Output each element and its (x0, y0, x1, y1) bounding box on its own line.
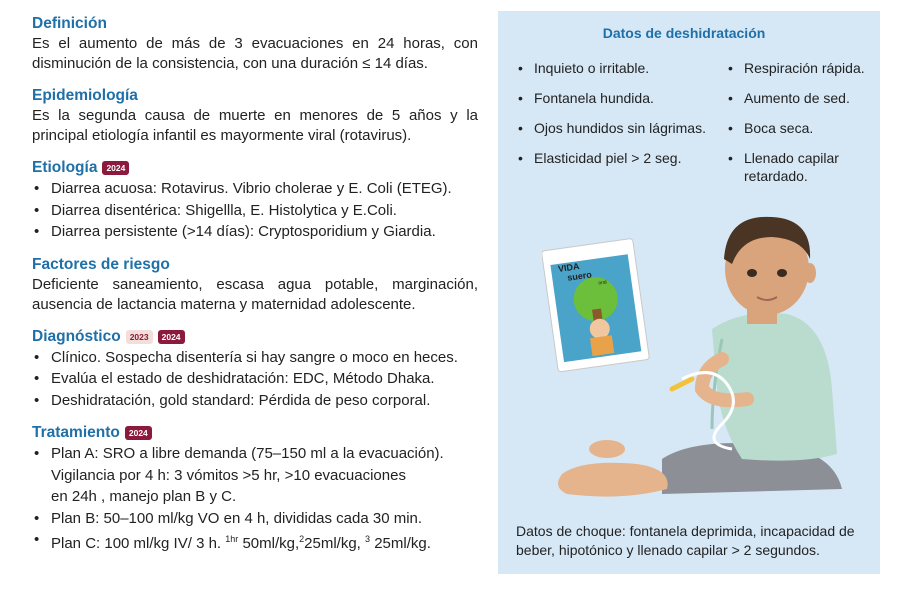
list-item: • Elasticidad piel > 2 seg. (516, 149, 726, 167)
list-item: • Clínico. Sospecha disentería si hay sangre o moco en heces. (32, 347, 478, 369)
svg-text:VIDA: VIDA (557, 261, 581, 274)
panel-title: Datos de deshidratación (602, 25, 766, 41)
tratamiento-list (32, 443, 478, 555)
list-item: • Inquieto o irritable. (516, 59, 726, 77)
list-item: • Aumento de sed. (726, 89, 876, 107)
list-item: • Llenado capilar retardado. (726, 149, 876, 185)
list-item: • Ojos hundidos sin lágrimas. (516, 119, 726, 137)
heading-tratamiento: Tratamiento 2024 (32, 423, 478, 443)
section-factores (32, 255, 478, 315)
heading-definicion: Definición (32, 15, 107, 32)
list-item: • Diarrea persistente (>14 días): Cryptosporidium y Giardia. (32, 221, 478, 243)
list-item: • Respiración rápida. (726, 59, 876, 77)
factores-text: Deficiente saneamiento, escasa agua potable, marginación, ausencia de lactancia materna y maternidad adolescente. (32, 275, 478, 313)
epidemiologia-text: Es la segunda causa de muerte en menores de 5 años y la principal etiología infantil es mayormente viral (rotavirus). (32, 107, 478, 144)
content-column (32, 14, 478, 567)
heading-factores: Factores de riesgo (32, 255, 170, 273)
heading-etiologia: Etiología 2024 (32, 158, 478, 178)
list-item: • Diarrea disentérica: Shigellla, E. Histolytica y E.Coli. (32, 200, 478, 222)
diagnostico-list (32, 347, 478, 412)
heading-epidemiologia: Epidemiología (32, 87, 138, 104)
svg-text:oral: oral (598, 279, 608, 287)
section-tratamiento (32, 423, 478, 555)
plan-c: • Plan C: 100 ml/kg IV/ 3 h. $^{1hr}$ 50ml/kg,$^2$25ml/kg, $^3$ 25ml/kg. (32, 529, 478, 555)
section-epidemiologia (32, 86, 478, 146)
plan-a: • Plan A: SRO a libre demanda (75–150 ml a la evacuación). Vigilancia por 4 h: 3 vómitos >5 hr, >10 evacuaciones en 24h , manejo plan B y C. (32, 443, 478, 508)
year-badge: 2023 (126, 330, 153, 344)
definicion-text: Es el aumento de más de 3 evacuaciones en 24 horas, con disminución de la consistencia, con una duración ≤ 14 días. (32, 35, 478, 72)
plan-b: • Plan B: 50–100 ml/kg VO en 4 h, divididas cada 30 min. (32, 508, 478, 530)
list-item: • Evalúa el estado de deshidratación: EDC, Método Dhaka. (32, 368, 478, 390)
svg-text:suero: suero (566, 269, 593, 283)
year-badge: 2024 (125, 426, 152, 440)
year-badge: 2024 (158, 330, 185, 344)
list-item: • Deshidratación, gold standard: Pérdida de peso corporal. (32, 390, 478, 412)
heading-diagnostico: Diagnóstico 2023 2024 (32, 327, 478, 347)
section-etiologia (32, 158, 478, 243)
shock-signs-note: Datos de choque: fontanela deprimida, incapacidad de beber, hipotónico y llenado capilar > 2 segundos. (516, 523, 855, 558)
year-badge: 2024 (102, 161, 129, 175)
list-item: • Boca seca. (726, 119, 876, 137)
list-item: • Diarrea acuosa: Rotavirus. Vibrio cholerae y E. Coli (ETEG). (32, 178, 478, 200)
etiologia-list (32, 178, 478, 243)
list-item: • Fontanela hundida. (516, 89, 726, 107)
section-definicion (32, 14, 478, 74)
signs-list-right (726, 59, 876, 197)
section-diagnostico (32, 327, 478, 412)
dehydration-panel (498, 11, 880, 574)
signs-list-left (516, 59, 726, 179)
child-illustration (542, 189, 872, 507)
serum-packet-icon (542, 238, 649, 372)
